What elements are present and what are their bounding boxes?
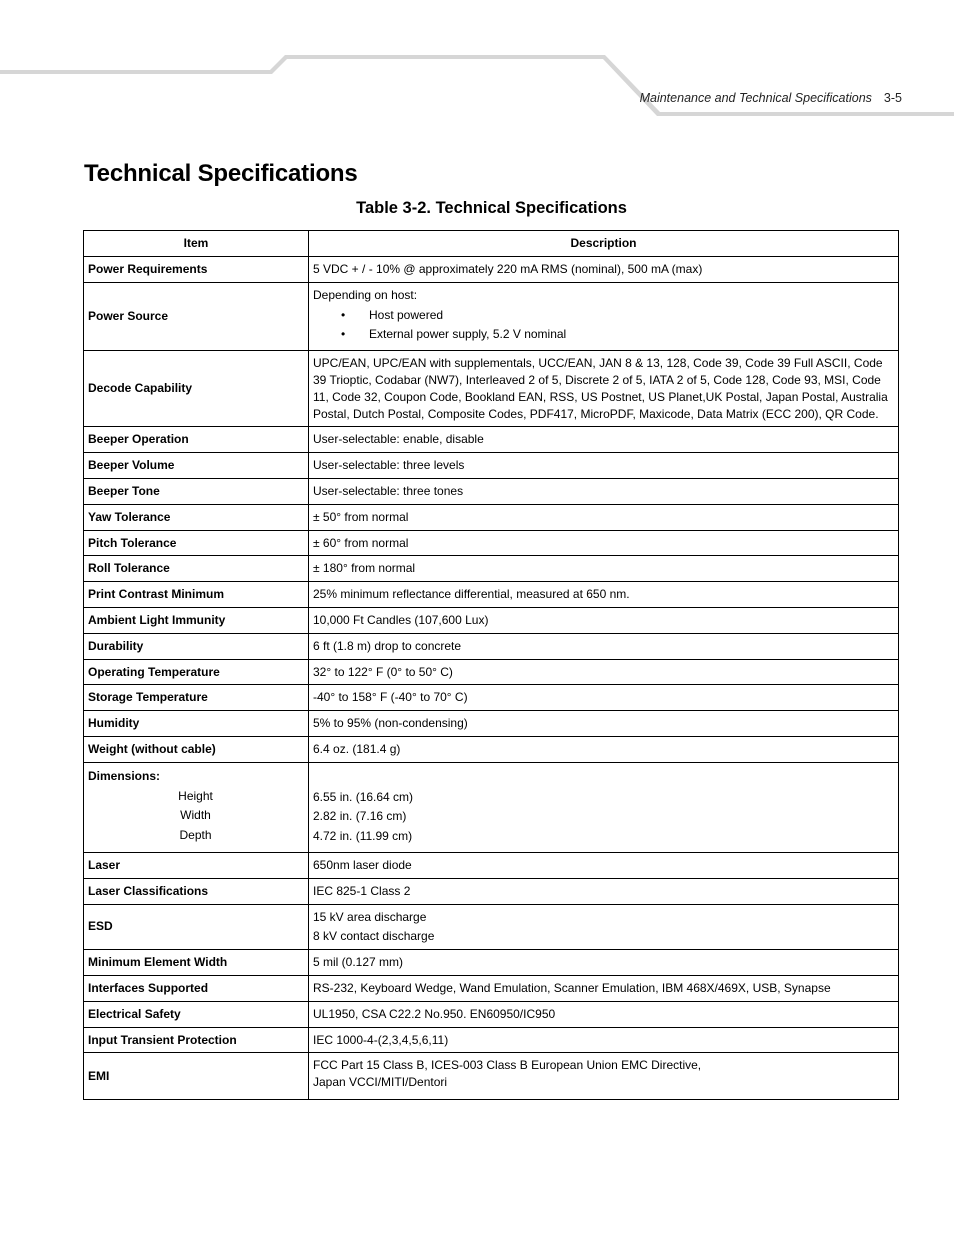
esd-line: 8 kV contact discharge [313, 929, 435, 944]
row-description: IEC 825-1 Class 2 [309, 878, 899, 904]
emi-line: FCC Part 15 Class B, ICES-003 Class B European Union EMC Directive, [313, 1058, 702, 1073]
table-row [84, 478, 899, 504]
list-item: • Host powered [313, 307, 894, 324]
height-value: 6.55 in. (16.64 cm) [313, 789, 414, 804]
row-item: Pitch Tolerance [84, 530, 309, 556]
row-description [309, 762, 899, 852]
section-title: Technical Specifications [84, 160, 358, 187]
dimensions-label: Dimensions: [88, 768, 161, 783]
table-row [84, 878, 899, 904]
row-description: IEC 1000-4-(2,3,4,5,6,11) [309, 1027, 899, 1053]
power-source-list [313, 307, 894, 344]
row-description: UPC/EAN, UPC/EAN with supplementals, UCC/EAN, JAN 8 & 13, 128, Code 39, Code 39 Full ASCII, Code 39 Trioptic, Codabar (NW7), Interleaved 2 of 5, Discrete 2 of 5, IATA 2 of 5, Code 128, Code 93, MSI, Code 11, Code 32, Coupon Code, Bookland EAN, RSS, US Postnet, US Planet,UK Postal, Japan Postal, Australia Postal, Dutch Postal, Composite Codes, PDF417, MicroPDF, Maxicode, Data Matrix (ECC 200), QR Code. [309, 351, 899, 427]
table-row [84, 736, 899, 762]
table-row [84, 453, 899, 479]
table-row [84, 633, 899, 659]
row-description: 6.4 oz. (181.4 g) [309, 736, 899, 762]
row-description [309, 904, 899, 950]
table-row [84, 1027, 899, 1053]
row-description: 650nm laser diode [309, 852, 899, 878]
row-item [84, 762, 309, 852]
width-label: Width [180, 808, 211, 823]
row-item: Power Requirements [84, 257, 309, 283]
dimensions-sublabels [88, 788, 303, 844]
row-item: Durability [84, 633, 309, 659]
table-row [84, 556, 899, 582]
table-row [84, 659, 899, 685]
header-item: Item [84, 231, 309, 257]
row-item: EMI [84, 1053, 309, 1100]
row-description: 5 mil (0.127 mm) [309, 950, 899, 976]
table-row [84, 1001, 899, 1027]
esd-line: 15 kV area discharge [313, 909, 427, 924]
table-row [84, 282, 899, 350]
table-row [84, 852, 899, 878]
row-item: Input Transient Protection [84, 1027, 309, 1053]
row-item: Electrical Safety [84, 1001, 309, 1027]
row-item: Print Contrast Minimum [84, 582, 309, 608]
width-value: 2.82 in. (7.16 cm) [313, 809, 407, 824]
row-item: Laser Classifications [84, 878, 309, 904]
table-row [84, 1053, 899, 1100]
row-description: ± 60° from normal [309, 530, 899, 556]
row-description: 5% to 95% (non-condensing) [309, 711, 899, 737]
emi-line: Japan VCCI/MITI/Dentori [313, 1075, 448, 1090]
table-row [84, 504, 899, 530]
depth-label: Depth [179, 828, 212, 843]
table-row [84, 950, 899, 976]
running-head-title: Maintenance and Technical Specifications [639, 91, 872, 105]
row-item: ESD [84, 904, 309, 950]
table-row [84, 904, 899, 950]
row-item: Beeper Operation [84, 427, 309, 453]
row-description: User-selectable: three tones [309, 478, 899, 504]
row-item: Interfaces Supported [84, 975, 309, 1001]
row-item: Beeper Tone [84, 478, 309, 504]
height-label: Height [178, 788, 213, 803]
row-item: Beeper Volume [84, 453, 309, 479]
row-description: ± 180° from normal [309, 556, 899, 582]
row-description: -40° to 158° F (-40° to 70° C) [309, 685, 899, 711]
table-row [84, 530, 899, 556]
row-item: Weight (without cable) [84, 736, 309, 762]
header-description: Description [309, 231, 899, 257]
row-item: Ambient Light Immunity [84, 607, 309, 633]
row-item: Decode Capability [84, 351, 309, 427]
table-row [84, 607, 899, 633]
row-description: 10,000 Ft Candles (107,600 Lux) [309, 607, 899, 633]
table-row [84, 351, 899, 427]
table-row [84, 582, 899, 608]
row-description: 32° to 122° F (0° to 50° C) [309, 659, 899, 685]
page-number: 3-5 [883, 91, 902, 105]
row-item: Laser [84, 852, 309, 878]
row-description: User-selectable: three levels [309, 453, 899, 479]
row-description: UL1950, CSA C22.2 No.950. EN60950/IC950 [309, 1001, 899, 1027]
row-description: ± 50° from normal [309, 504, 899, 530]
specifications-table [83, 230, 899, 1100]
row-item: Humidity [84, 711, 309, 737]
list-item: • External power supply, 5.2 V nominal [313, 326, 894, 343]
row-item: Roll Tolerance [84, 556, 309, 582]
table-caption: Table 3-2. Technical Specifications [356, 199, 627, 217]
row-description: 6 ft (1.8 m) drop to concrete [309, 633, 899, 659]
table-header-row [84, 231, 899, 257]
row-description [309, 1053, 899, 1100]
depth-value: 4.72 in. (11.99 cm) [313, 829, 413, 844]
row-description: 25% minimum reflectance differential, measured at 650 nm. [309, 582, 899, 608]
row-item: Operating Temperature [84, 659, 309, 685]
table-row [84, 711, 899, 737]
table-row [84, 762, 899, 852]
row-item: Storage Temperature [84, 685, 309, 711]
table-row [84, 257, 899, 283]
row-description [309, 282, 899, 350]
row-item: Yaw Tolerance [84, 504, 309, 530]
power-source-intro: Depending on host: [313, 287, 418, 302]
table-row [84, 685, 899, 711]
row-item: Minimum Element Width [84, 950, 309, 976]
row-description: RS-232, Keyboard Wedge, Wand Emulation, Scanner Emulation, IBM 468X/469X, USB, Synapse [309, 975, 899, 1001]
row-item: Power Source [84, 282, 309, 350]
table-row [84, 975, 899, 1001]
row-description: 5 VDC + / - 10% @ approximately 220 mA RMS (nominal), 500 mA (max) [309, 257, 899, 283]
running-head [640, 91, 902, 105]
table-row [84, 427, 899, 453]
row-description: User-selectable: enable, disable [309, 427, 899, 453]
